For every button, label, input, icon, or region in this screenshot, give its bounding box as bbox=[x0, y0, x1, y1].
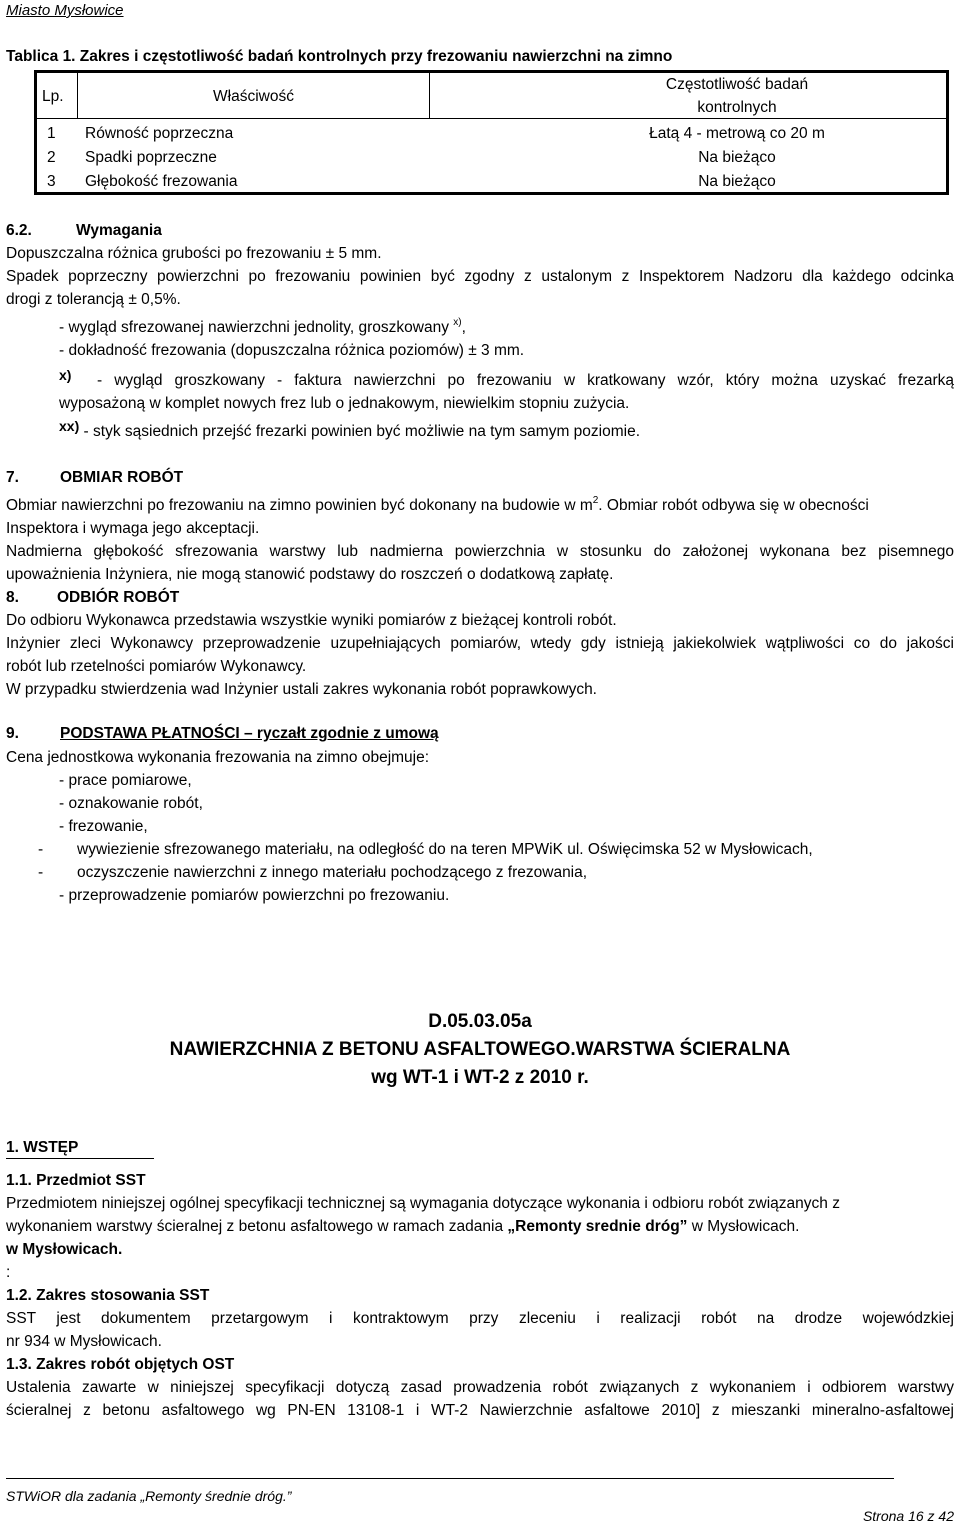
task-name: „Remonty srednie dróg” bbox=[507, 1218, 688, 1235]
superscript: 2 bbox=[592, 495, 599, 506]
list-item-dash: - bbox=[38, 864, 44, 881]
section-title: PODSTAWA PŁATNOŚCI – ryczałt zgodnie z umową bbox=[60, 725, 439, 742]
paragraph: W przypadku stwierdzenia wad Inżynier ustali zakres wykonania robót poprawkowych. bbox=[6, 681, 597, 698]
paragraph: SST jest dokumentem przetargowym i kontraktowym przy zleceniu i realizacji robót na drodze wojewódzkiej bbox=[6, 1310, 954, 1327]
requirement-item: - dokładność frezowania (dopuszczalna różnica poziomów) ± 3 mm. bbox=[59, 342, 525, 359]
list-item: oczyszczenie nawierzchni z innego materiału pochodzącego z frezowania, bbox=[77, 864, 588, 881]
spec-code: D.05.03.05a bbox=[428, 1011, 532, 1032]
section-heading bbox=[6, 1139, 78, 1157]
paragraph: Inżynier zleci Wykonawcy przeprowadzenie uzupełniających pomiarów, wtedy gdy istnieją jakiekolwiek wątpliwości co do jakości bbox=[6, 635, 954, 652]
paragraph-text: w Mysłowicach. bbox=[687, 1218, 800, 1235]
section-number: 6.2. bbox=[6, 222, 32, 239]
section-title: OBMIAR ROBÓT bbox=[60, 469, 184, 486]
paragraph: nr 934 w Mysłowicach. bbox=[6, 1333, 162, 1350]
paragraph: robót lub rzetelności pomiarów Wykonawcy. bbox=[6, 658, 307, 675]
footnote-mark: xx) bbox=[59, 418, 80, 434]
table-cell-lp: 1 bbox=[47, 125, 56, 142]
table-header-frequency-1: Częstotliwość badań bbox=[665, 76, 809, 93]
list-item-dash: - bbox=[38, 841, 44, 858]
paragraph: Inspektora i wymaga jego akceptacji. bbox=[6, 520, 260, 537]
footnote-text: wyposażoną w komplet nowych frez lub o jednakowym, niewielkim stopniu zużycia. bbox=[59, 395, 630, 412]
table-cell-property: Spadki poprzeczne bbox=[85, 149, 217, 166]
paragraph-text: wykonaniem warstwy ścieralnej z betonu asfaltowego w ramach zadania bbox=[6, 1218, 508, 1235]
footer-rule bbox=[6, 1478, 894, 1479]
section-number: 8. bbox=[6, 589, 19, 606]
paragraph: Do odbioru Wykonawca przedstawia wszystkie wyniki pomiarów z bieżącej kontroli robót. bbox=[6, 612, 617, 629]
table-cell-frequency: Na bieżąco bbox=[698, 149, 776, 166]
page-header-title: Miasto Mysłowice bbox=[6, 2, 124, 19]
paragraph: Przedmiotem niniejszej ogólnej specyfikacji technicznej są wymagania dotyczące wykonania i odbioru robót związanych z bbox=[6, 1195, 840, 1212]
table-cell-property: Głębokość frezowania bbox=[85, 173, 238, 190]
paragraph: upoważnienia Inżyniera, nie mogą stanowić podstawy do roszczeń o dodatkową zapłatę. bbox=[6, 566, 614, 583]
section-title: Wymagania bbox=[76, 222, 162, 239]
table-cell-lp: 2 bbox=[47, 149, 56, 166]
table-header-property: Właściwość bbox=[213, 88, 294, 105]
table-caption-text: Tablica 1. Zakres i częstotliwość badań kontrolnych przy frezowaniu nawierzchni na zimno bbox=[6, 48, 673, 65]
paragraph: Nadmierna głębokość sfrezowania warstwy lub nadmierna powierzchnia w stosunku do założonej wykonana bez pisemnego bbox=[6, 543, 954, 560]
subsection-title: 1.3. Zakres robót objętych OST bbox=[6, 1356, 235, 1373]
paragraph: ścieralnej z betonu asfaltowego wg PN-EN 13108-1 i WT-2 Nawierzchnie asfaltowe 2010] z mieszanki mineralno-asfaltowej bbox=[6, 1402, 954, 1419]
paragraph-text: Obmiar nawierzchni po frezowaniu na zimno powinien być dokonany na budowie w m bbox=[6, 497, 593, 514]
footnote bbox=[59, 367, 72, 390]
paragraph bbox=[6, 497, 954, 515]
requirement-text: - wygląd sfrezowanej nawierzchni jednolity, groszkowany bbox=[59, 319, 449, 336]
paragraph: Cena jednostkowa wykonania frezowania na zimno obejmuje: bbox=[6, 749, 430, 766]
footnote bbox=[59, 418, 641, 441]
table-cell-property: Równość poprzeczna bbox=[85, 125, 234, 142]
control-tests-table bbox=[34, 70, 949, 195]
section-number: 9. bbox=[6, 725, 19, 742]
footer-left: STWiOR dla zadania „Remonty średnie dróg.” bbox=[6, 1488, 292, 1504]
footnote-text: - wygląd groszkowany - faktura nawierzchni po frezowaniu w kratkowany wzór, który można uzyskać frezarką bbox=[97, 372, 954, 389]
section-number: 7. bbox=[6, 469, 19, 486]
paragraph: Dopuszczalna różnica grubości po frezowaniu ± 5 mm. bbox=[6, 245, 382, 262]
table-header-divider bbox=[37, 118, 946, 119]
table-cell-frequency: Łatą 4 - metrową co 20 m bbox=[649, 125, 825, 142]
paragraph: w Mysłowicach. bbox=[6, 1241, 123, 1258]
punctuation: , bbox=[461, 319, 466, 336]
table-divider bbox=[429, 73, 430, 119]
table-cell-lp: 3 bbox=[47, 173, 56, 190]
table-header-lp: Lp. bbox=[42, 88, 64, 105]
table-caption bbox=[6, 48, 672, 66]
footnote-mark: x) bbox=[59, 367, 72, 383]
spec-title: NAWIERZCHNIA Z BETONU ASFALTOWEGO.WARSTWA ŚCIERALNA bbox=[169, 1039, 791, 1060]
list-item: - przeprowadzenie pomiarów powierzchni po frezowaniu. bbox=[59, 887, 450, 904]
footnote-ref: x) bbox=[453, 317, 462, 328]
list-item: wywiezienie sfrezowanego materiału, na odległość do na teren MPWiK ul. Oświęcimska 52 w Mysłowicach, bbox=[77, 841, 813, 858]
requirement-item bbox=[59, 319, 466, 337]
subsection-title: 1.1. Przedmiot SST bbox=[6, 1172, 146, 1189]
paragraph: Spadek poprzeczny powierzchni po frezowaniu powinien być zgodny z ustalonym z Inspektorem Nadzoru dla każdego odcinka bbox=[6, 268, 954, 285]
list-item: - frezowanie, bbox=[59, 818, 148, 835]
section-title: ODBIÓR ROBÓT bbox=[57, 589, 180, 606]
spec-subtitle: wg WT-1 i WT-2 z 2010 r. bbox=[371, 1067, 589, 1088]
list-item: - oznakowanie robót, bbox=[59, 795, 203, 812]
table-cell-frequency: Na bieżąco bbox=[698, 173, 776, 190]
table-divider bbox=[77, 73, 78, 119]
paragraph bbox=[6, 1218, 799, 1236]
section-heading-text: 1. WSTĘP bbox=[6, 1139, 79, 1156]
list-item: - prace pomiarowe, bbox=[59, 772, 192, 789]
table-header-frequency-2: kontrolnych bbox=[697, 99, 777, 116]
footnote-text: - styk sąsiednich przejść frezarki powinien być możliwie na tym samym poziomie. bbox=[83, 423, 641, 440]
paragraph: drogi z tolerancją ± 0,5%. bbox=[6, 291, 181, 308]
heading-underline bbox=[6, 1158, 154, 1159]
paragraph: Ustalenia zawarte w niniejszej specyfikacji dotyczą zasad prowadzenia robót związanych z wykonaniem i odbiorem warstwy bbox=[6, 1379, 954, 1396]
paragraph: : bbox=[6, 1264, 11, 1281]
paragraph-text: . Obmiar robót odbywa się w obecności bbox=[598, 497, 869, 514]
subsection-title: 1.2. Zakres stosowania SST bbox=[6, 1287, 210, 1304]
page-number: Strona 16 z 42 bbox=[862, 1508, 954, 1524]
